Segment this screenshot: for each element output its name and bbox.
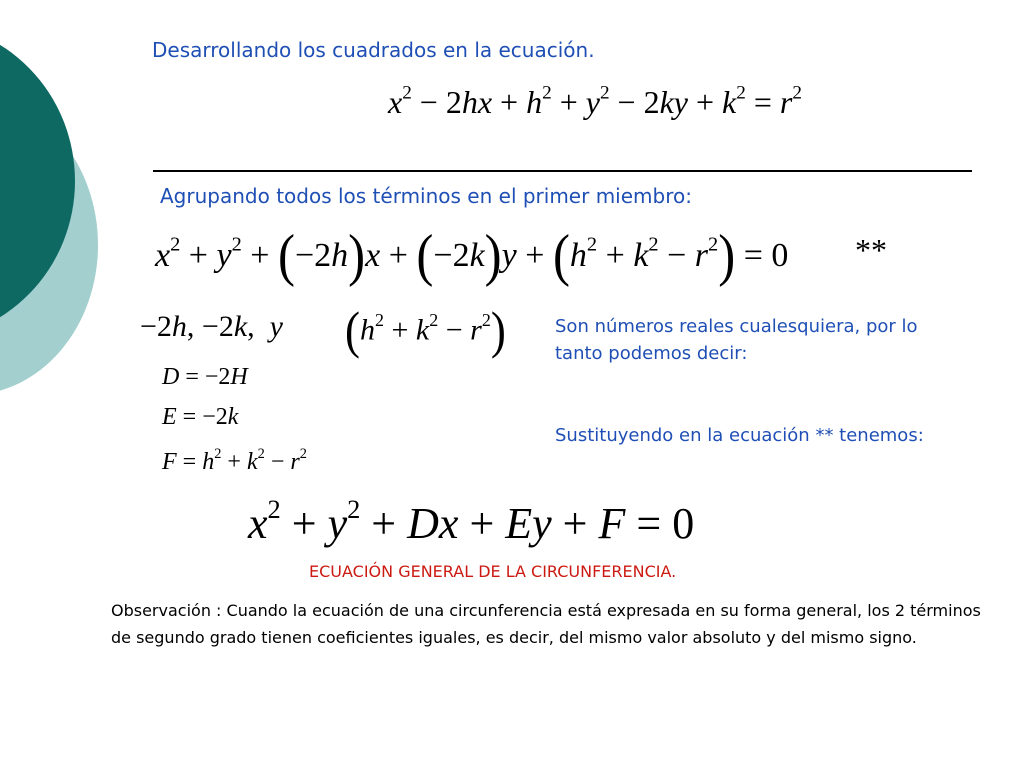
def-d: D = −2H	[162, 364, 248, 390]
constant-term: $(h^2 + k^2 - r^2)$	[345, 301, 506, 359]
observation-paragraph: Observación : Cuando la ecuación de una circunferencia está expresada en su forma general, los 2 términos de segundo grado tienen coeficientes iguales, es decir, del mismo valor absoluto y del mismo signo.	[111, 601, 981, 647]
note-substitute: Sustituyendo en la ecuación ** tenemos:	[555, 425, 924, 446]
equation-marker: **	[855, 232, 887, 268]
equation-general: $x^2 + y^2 + Dx + Ey + F = 0$	[248, 494, 695, 548]
coefficient-list: −2h, −2k, y	[140, 310, 283, 343]
def-e: E = −2k	[162, 404, 239, 430]
decorative-circles	[0, 0, 110, 420]
separator-line	[153, 170, 972, 172]
general-equation-label: ECUACIÓN GENERAL DE LA CIRCUNFERENCIA.	[309, 562, 677, 581]
equation-expanded: $x^2 - 2hx + h^2 + y^2 - 2ky + k^2 = r^2$	[388, 82, 802, 120]
equation-grouped: $x^2 + y^2 + (-2h)x + (-2k)y + (h^2 + k^2 - r^2) = 0$	[155, 223, 789, 289]
def-f: $F = h^2 + k^2 - r^2$	[162, 446, 307, 475]
note-real-numbers: Son números reales cualesquiera, por lo tanto podemos decir:	[555, 316, 918, 364]
heading-group: Agrupando todos los términos en el primer miembro:	[160, 184, 692, 208]
heading-expand: Desarrollando los cuadrados en la ecuación.	[152, 38, 595, 62]
